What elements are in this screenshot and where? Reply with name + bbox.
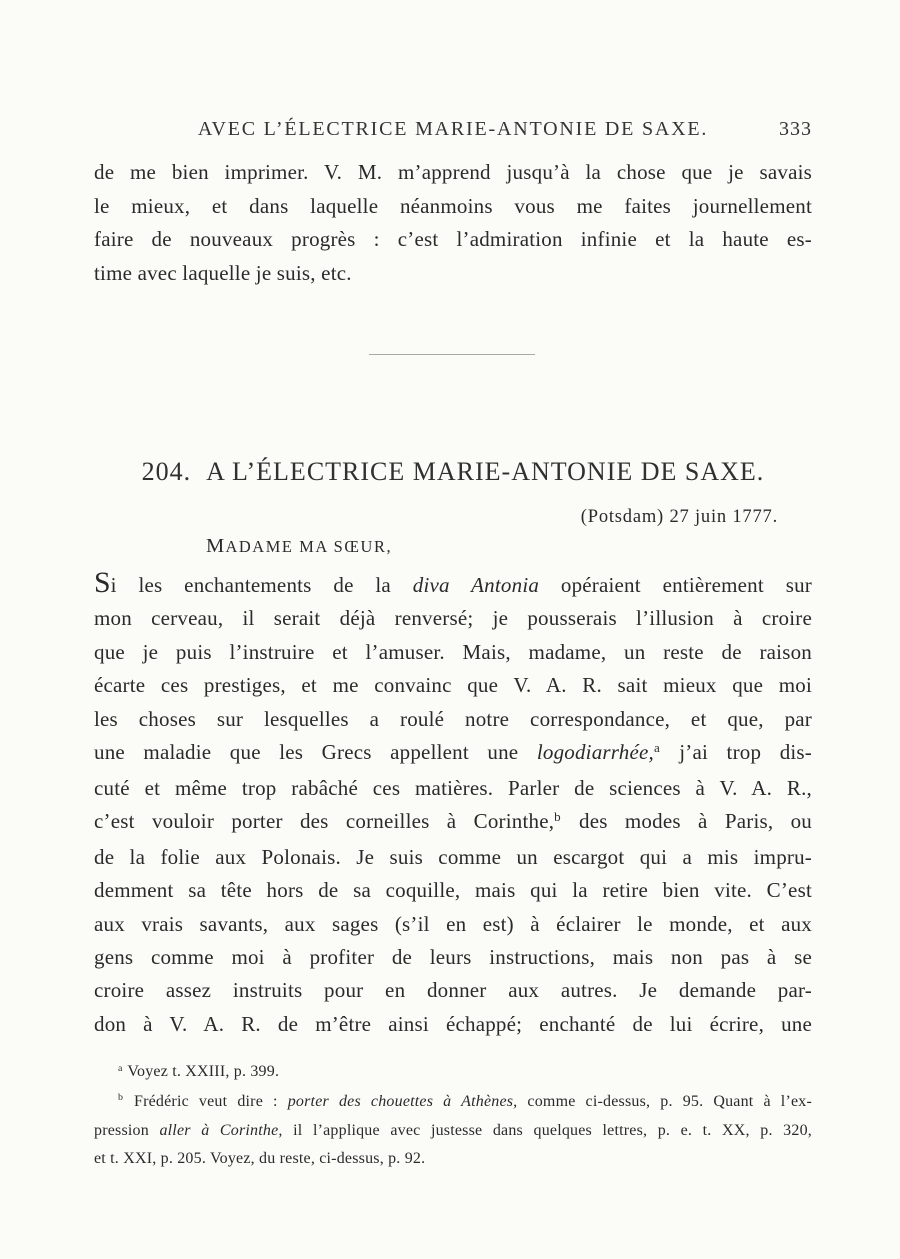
text-line	[94, 805, 812, 840]
text-run: Frédéric veut dire :	[123, 1092, 288, 1110]
text-run: S	[94, 566, 111, 599]
text-run: de la folie aux Polonais. Je suis comme un escargot qui a mis impru-	[94, 844, 812, 869]
text-line	[94, 636, 812, 669]
text-run: time avec laquelle je suis, etc.	[94, 260, 352, 285]
letter-salutation	[94, 535, 812, 558]
letter-number-and-title: 204. A L’ÉLECTRICE MARIE-ANTONIE DE SAXE.	[141, 457, 765, 486]
text-run: M	[206, 535, 226, 557]
page-number: 333	[779, 118, 812, 140]
text-run: i les enchantements de la	[110, 573, 413, 597]
text-line	[94, 941, 812, 974]
text-run: diva Antonia	[412, 573, 540, 597]
footnotes-section	[94, 1058, 812, 1172]
text-run: mon cerveau, il serait déjà renversé; je pousserais l’illusion à croire	[94, 606, 812, 631]
text-run: les choses sur lesquelles a roulé notre correspondance, et que, par	[94, 706, 812, 731]
text-run: ADAME MA SŒUR,	[225, 537, 393, 556]
footnote-marker: b	[554, 809, 561, 825]
text-line	[94, 1008, 812, 1041]
text-run: faire de nouveaux progrès : c’est l’admiration infinie et la haute es-	[94, 227, 812, 252]
text-run: logodiarrhée,	[536, 740, 654, 765]
section-separator-rule	[369, 354, 535, 355]
text-run: écarte ces prestiges, et me convainc que V. A. R. sait mieux que moi	[94, 673, 812, 698]
text-run: comme ci-dessus, p. 95. Quant à l’ex-	[517, 1092, 813, 1110]
text-run: et t. XXI, p. 205. Voyez, du reste, ci-dessus, p. 92.	[94, 1149, 426, 1167]
text-run: opéraient entièrement sur	[539, 573, 812, 597]
text-run: pression	[94, 1122, 160, 1140]
text-line	[94, 566, 812, 602]
text-run: cuté et même trop rabâché ces matières. Parler de sciences à V. A. R.,	[94, 775, 812, 800]
footnote-marker: a	[653, 740, 660, 756]
letter-dateline: (Potsdam) 27 juin 1777.	[580, 507, 778, 527]
text-run: des modes à Paris, ou	[561, 809, 813, 834]
text-run: demment sa tête hors de sa coquille, mais qui la retire bien vite. C’est	[94, 878, 812, 903]
previous-letter-closing-paragraph	[94, 156, 812, 290]
text-line	[94, 1058, 812, 1088]
text-run: aller à Corinthe,	[159, 1122, 283, 1140]
text-line	[94, 974, 812, 1007]
text-line	[94, 1088, 812, 1118]
text-line	[94, 257, 812, 291]
text-run: que je puis l’instruire et l’amuser. Mais, madame, un reste de raison	[94, 639, 812, 664]
running-title: AVEC L’ÉLECTRICE MARIE-ANTONIE DE SAXE.	[197, 118, 709, 140]
text-run: gens comme moi à profiter de leurs instructions, mais non pas à se	[94, 944, 812, 969]
text-line	[94, 156, 812, 190]
text-line	[94, 1145, 812, 1173]
text-run: croire assez instruits pour en donner aux autres. Je demande par-	[94, 978, 812, 1003]
text-run: une maladie que les Grecs appellent une	[94, 740, 537, 765]
running-head	[94, 118, 812, 146]
text-line	[94, 190, 812, 224]
footnote-marker: b	[118, 1092, 123, 1104]
text-run: c’est vouloir porter des corneilles à Corinthe,	[94, 809, 555, 834]
text-line	[94, 841, 812, 874]
text-line	[94, 772, 812, 805]
text-run: j’ai trop dis-	[660, 740, 812, 765]
text-run: porter des chouettes à Athènes,	[287, 1092, 518, 1110]
text-line	[94, 669, 812, 702]
text-run: Voyez t. XXIII, p. 399.	[123, 1063, 280, 1080]
text-line	[94, 874, 812, 907]
footnote-marker: a	[118, 1062, 123, 1074]
text-line	[94, 602, 812, 635]
text-run: le mieux, et dans laquelle néanmoins vous me faites journellement	[94, 193, 812, 218]
footnote-b	[94, 1088, 812, 1173]
text-run: de me bien imprimer. V. M. m’apprend jusqu’à la chose que je savais	[94, 160, 812, 184]
text-line	[94, 908, 812, 941]
text-line	[94, 703, 812, 736]
text-run: il l’applique avec justesse dans quelques lettres, p. e. t. XX, p. 320,	[282, 1122, 812, 1140]
text-run: don à V. A. R. de m’être ainsi échappé; enchanté de lui écrire, une	[94, 1011, 812, 1036]
letter-body-paragraph	[94, 566, 812, 1041]
text-line	[94, 1117, 812, 1145]
text-line	[94, 736, 812, 771]
text-run: aux vrais savants, aux sages (s’il en est) à éclairer le monde, et aux	[94, 911, 812, 936]
text-line	[206, 535, 812, 558]
footnote-a	[94, 1058, 812, 1088]
text-line	[94, 223, 812, 257]
